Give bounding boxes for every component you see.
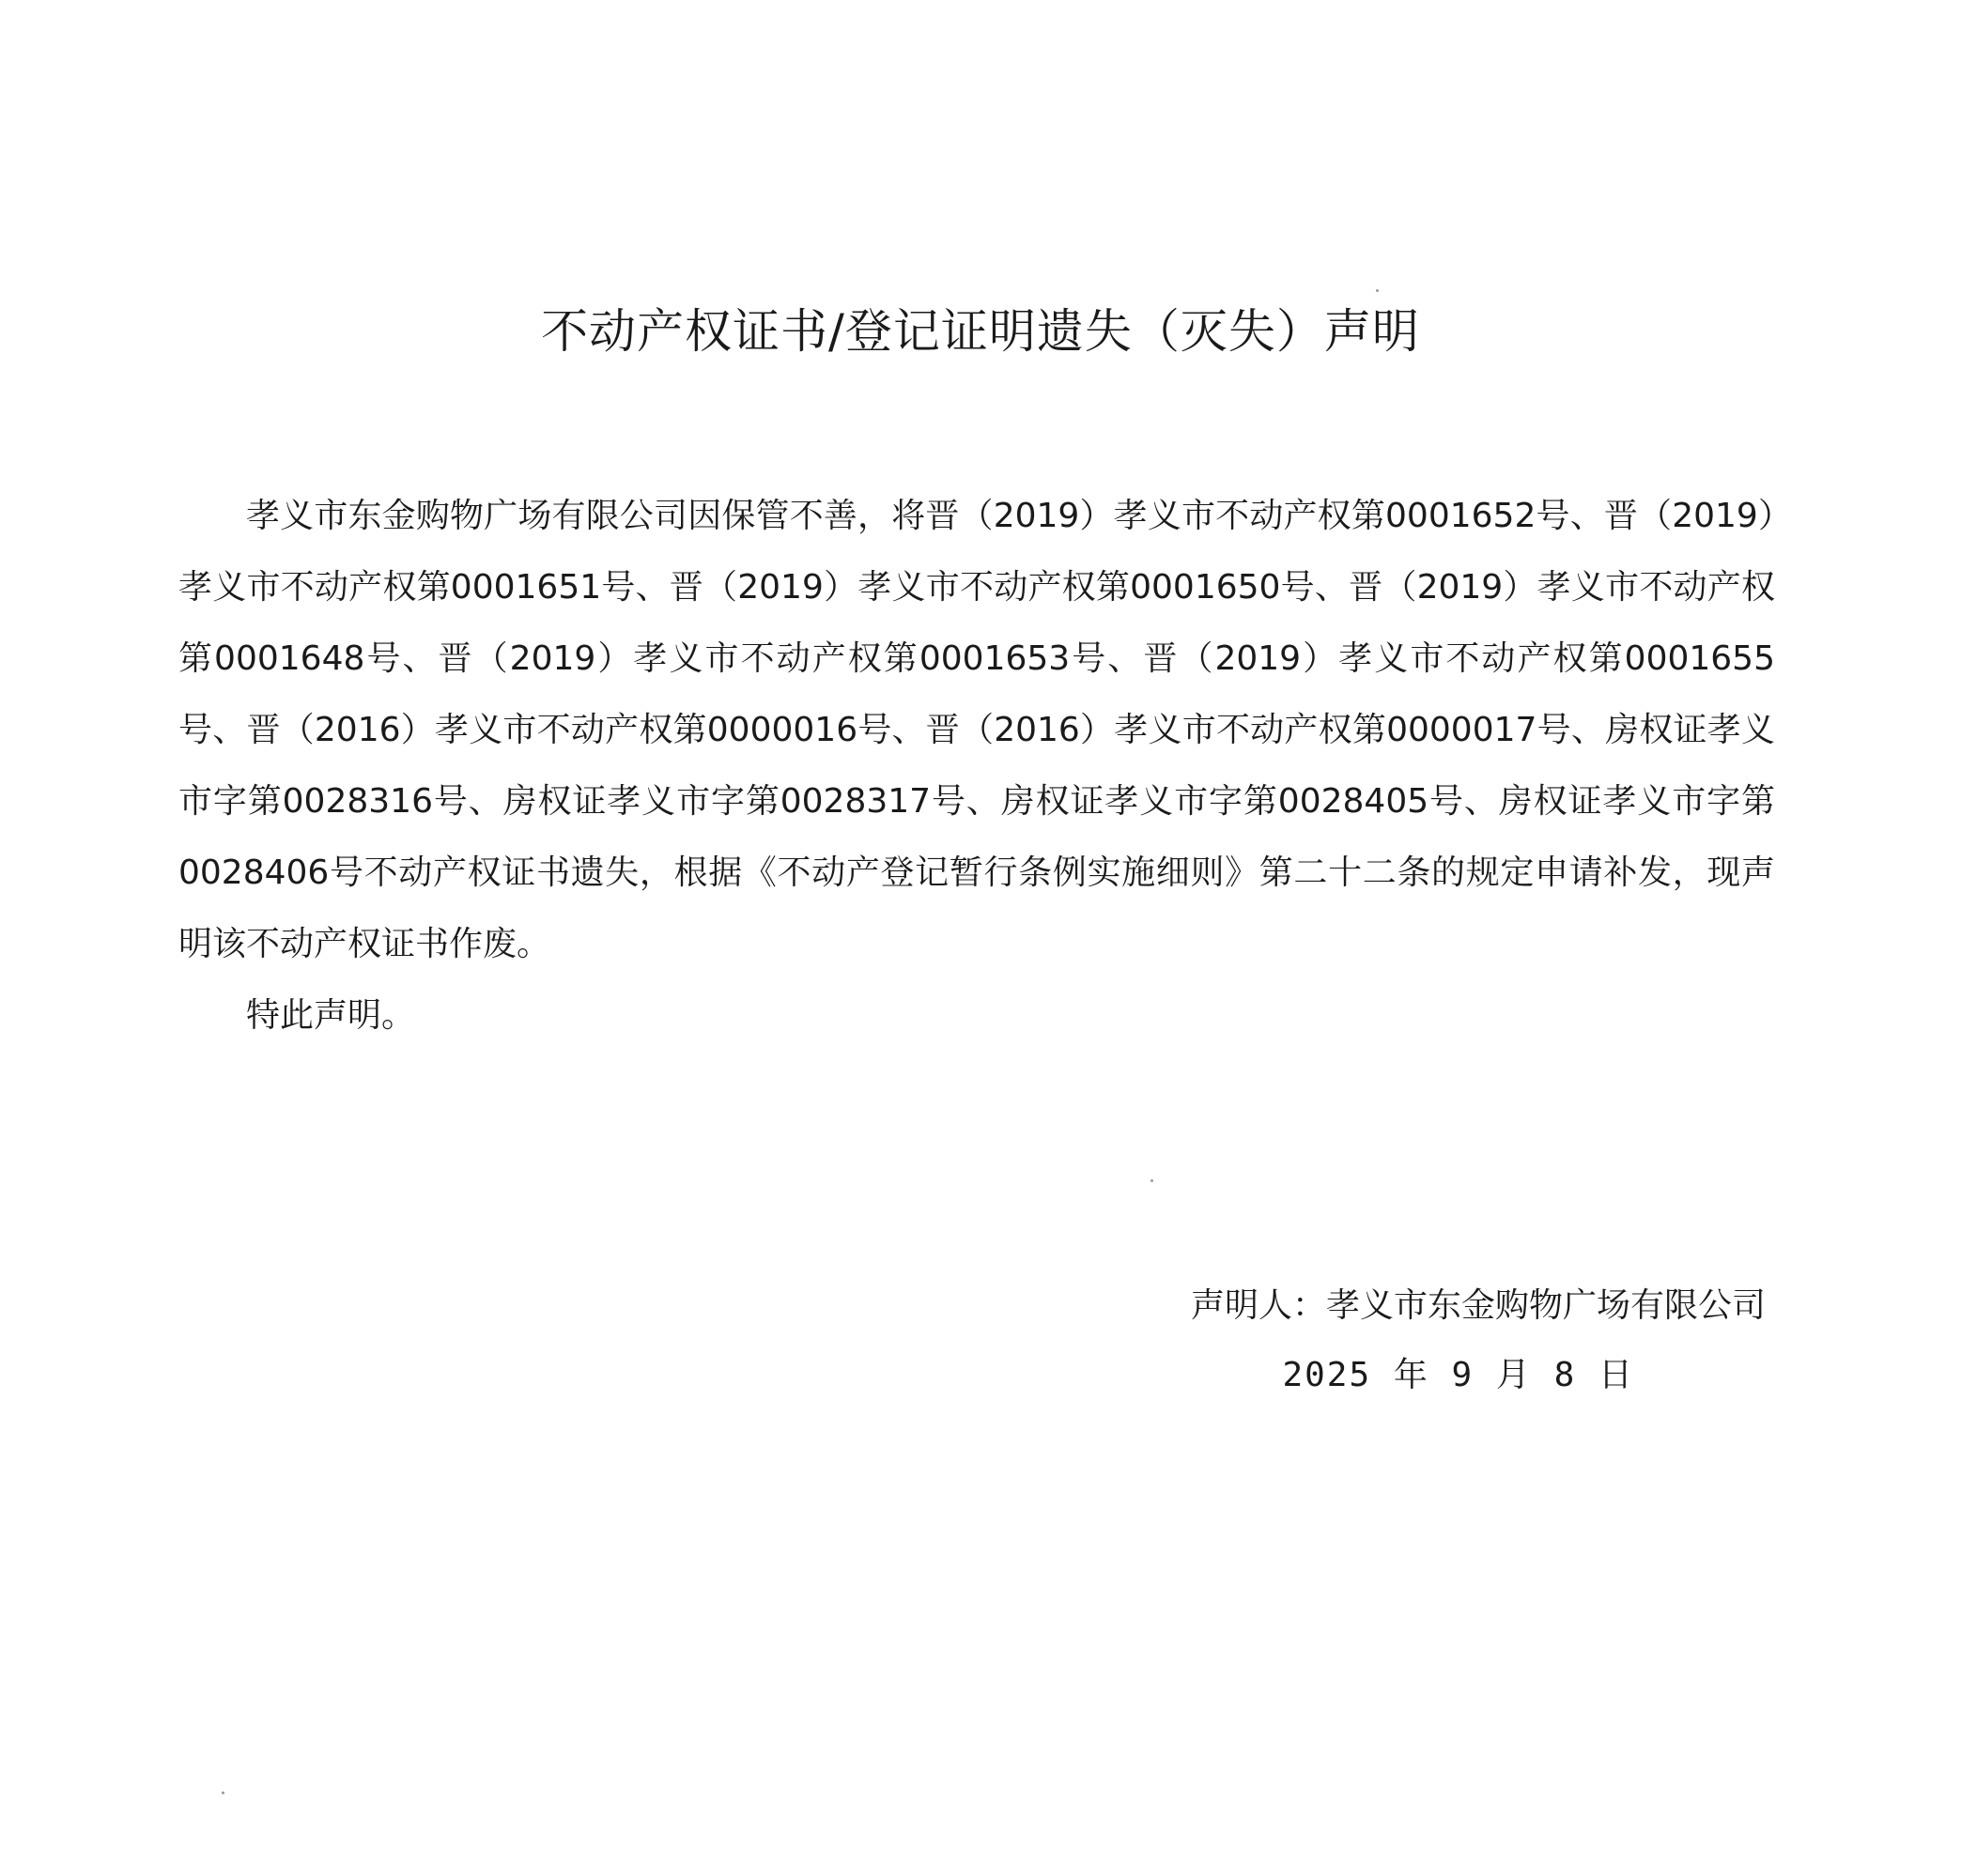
date-month-unit: 月 [1495, 1356, 1532, 1394]
scan-speck [1376, 289, 1379, 292]
document-title: 不动产权证书/登记证明遗失（灭失）声明 [541, 304, 1420, 359]
date-year: 2025 [1282, 1356, 1372, 1394]
date-year-unit: 年 [1393, 1356, 1429, 1394]
scan-speck [222, 1791, 224, 1794]
scan-speck [1150, 1179, 1153, 1182]
document-body [178, 481, 1775, 1052]
body-paragraph-main: 孝义市东金购物广场有限公司因保管不善，将晋（2019）孝义市不动产权第0001652号、晋（2019）孝义市不动产权第0001651号、晋（2019）孝义市不动产权第0001650号、晋（2019）孝义市不动产权第0001648号、晋（2019）孝义市不动产权第0001653号、晋（2019）孝义市不动产权第0001655号、晋（2016）孝义市不动产权第0000016号、晋（2016）孝义市不动产权第0000017号、房权证孝义市字第0028316号、房权证孝义市字第0028317号、房权证孝义市字第0028405号、房权证孝义市字第0028406号不动产权证书遗失，根据《不动产登记暂行条例实施细则》第二十二条的规定申请补发，现声明该不动产权证书作废。 [178, 497, 1775, 963]
declarant-signature: 声明人：孝义市东金购物广场有限公司 [1190, 1286, 1766, 1325]
date-month: 9 [1451, 1356, 1475, 1394]
date-day: 8 [1553, 1356, 1577, 1394]
body-paragraph-closing: 特此声明。 [246, 996, 416, 1035]
declaration-date [1165, 1343, 1634, 1408]
date-day-unit: 日 [1598, 1356, 1634, 1394]
